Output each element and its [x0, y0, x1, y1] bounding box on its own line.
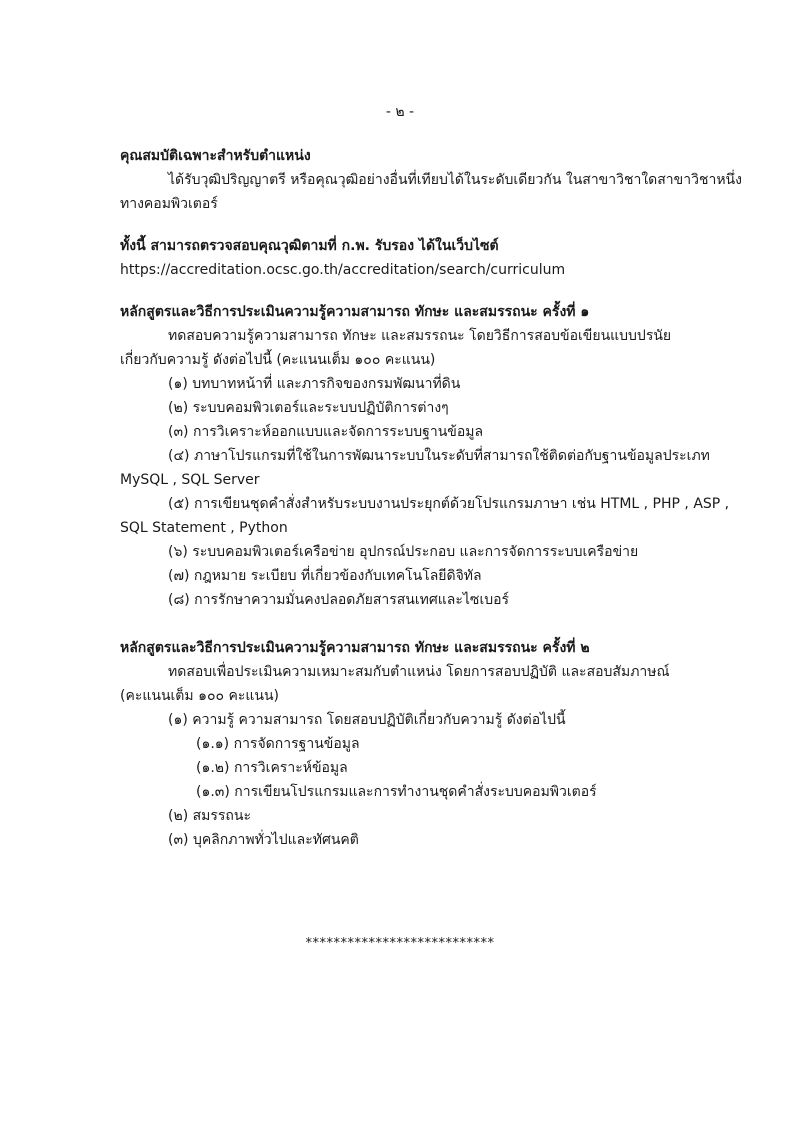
round1-item-4-line2: MySQL , SQL Server	[120, 472, 260, 488]
round2-sub-2: (๑.๒) การวิเคราะห์ข้อมูล	[196, 760, 348, 776]
qualifications-text-line2: ทางคอมพิวเตอร์	[120, 196, 218, 212]
round2-item-3: (๓) บุคลิกภาพทั่วไปและทัศนคติ	[168, 832, 359, 848]
round1-item-5-line2: SQL Statement , Python	[120, 520, 288, 536]
round1-item-8: (๘) การรักษาความมั่นคงปลอดภัยสารสนเทศและไซเบอร์	[168, 592, 510, 608]
round2-sub-3: (๑.๓) การเขียนโปรแกรมและการทำงานชุดคำสั่งระบบคอมพิวเตอร์	[196, 784, 597, 800]
verify-heading: ทั้งนี้ สามารถตรวจสอบคุณวุฒิตามที่ ก.พ. รับรอง ได้ในเว็บไซต์	[120, 238, 499, 254]
round1-heading: หลักสูตรและวิธีการประเมินความรู้ความสามารถ ทักษะ และสมรรถนะ ครั้งที่ ๑	[120, 304, 590, 320]
round2-sub-1: (๑.๑) การจัดการฐานข้อมูล	[196, 736, 360, 752]
qualifications-heading: คุณสมบัติเฉพาะสำหรับตำแหน่ง	[120, 148, 311, 164]
round2-item-1: (๑) ความรู้ ความสามารถ โดยสอบปฏิบัติเกี่ยวกับความรู้ ดังต่อไปนี้	[168, 712, 566, 728]
verify-url: https://accreditation.ocsc.go.th/accreditation/search/curriculum	[120, 262, 566, 278]
round1-item-5-line1: (๕) การเขียนชุดคำสั่งสำหรับระบบงานประยุกต์ด้วยโปรแกรมภาษา เช่น HTML , PHP , ASP ,	[168, 496, 730, 512]
round1-item-2: (๒) ระบบคอมพิวเตอร์และระบบปฏิบัติการต่างๆ	[168, 400, 449, 416]
round2-intro-line1: ทดสอบเพื่อประเมินความเหมาะสมกับตำแหน่ง โดยการสอบปฏิบัติ และสอบสัมภาษณ์	[168, 664, 670, 680]
round1-intro-line2: เกี่ยวกับความรู้ ดังต่อไปนี้ (คะแนนเต็ม ๑๐๐ คะแนน)	[120, 352, 436, 368]
round2-heading: หลักสูตรและวิธีการประเมินความรู้ความสามารถ ทักษะ และสมรรถนะ ครั้งที่ ๒	[120, 640, 590, 656]
round1-intro-line1: ทดสอบความรู้ความสามารถ ทักษะ และสมรรถนะ โดยวิธีการสอบข้อเขียนแบบปรนัย	[168, 328, 672, 344]
page-number: - ๒ -	[385, 104, 415, 120]
round1-item-7: (๗) กฎหมาย ระเบียบ ที่เกี่ยวข้องกับเทคโนโลยีดิจิทัล	[168, 568, 482, 584]
round2-intro-line2: (คะแนนเต็ม ๑๐๐ คะแนน)	[120, 688, 280, 704]
round1-item-3: (๓) การวิเคราะห์ออกแบบและจัดการระบบฐานข้อมูล	[168, 424, 484, 440]
round2-item-2: (๒) สมรรถนะ	[168, 808, 251, 824]
round1-item-1: (๑) บทบาทหน้าที่ และภารกิจของกรมพัฒนาที่ดิน	[168, 376, 461, 392]
end-marker: ***************************	[305, 936, 495, 951]
round1-item-4-line1: (๔) ภาษาโปรแกรมที่ใช้ในการพัฒนาระบบในระดับที่สามารถใช้ติดต่อกับฐานข้อมูลประเภท	[168, 448, 710, 464]
qualifications-text-line1: ได้รับวุฒิปริญญาตรี หรือคุณวุฒิอย่างอื่นที่เทียบได้ในระดับเดียวกัน ในสาขาวิชาใดสาขาวิชาหนึ่ง	[168, 172, 742, 188]
round1-item-6: (๖) ระบบคอมพิวเตอร์เครือข่าย อุปกรณ์ประกอบ และการจัดการระบบเครือข่าย	[168, 544, 639, 560]
